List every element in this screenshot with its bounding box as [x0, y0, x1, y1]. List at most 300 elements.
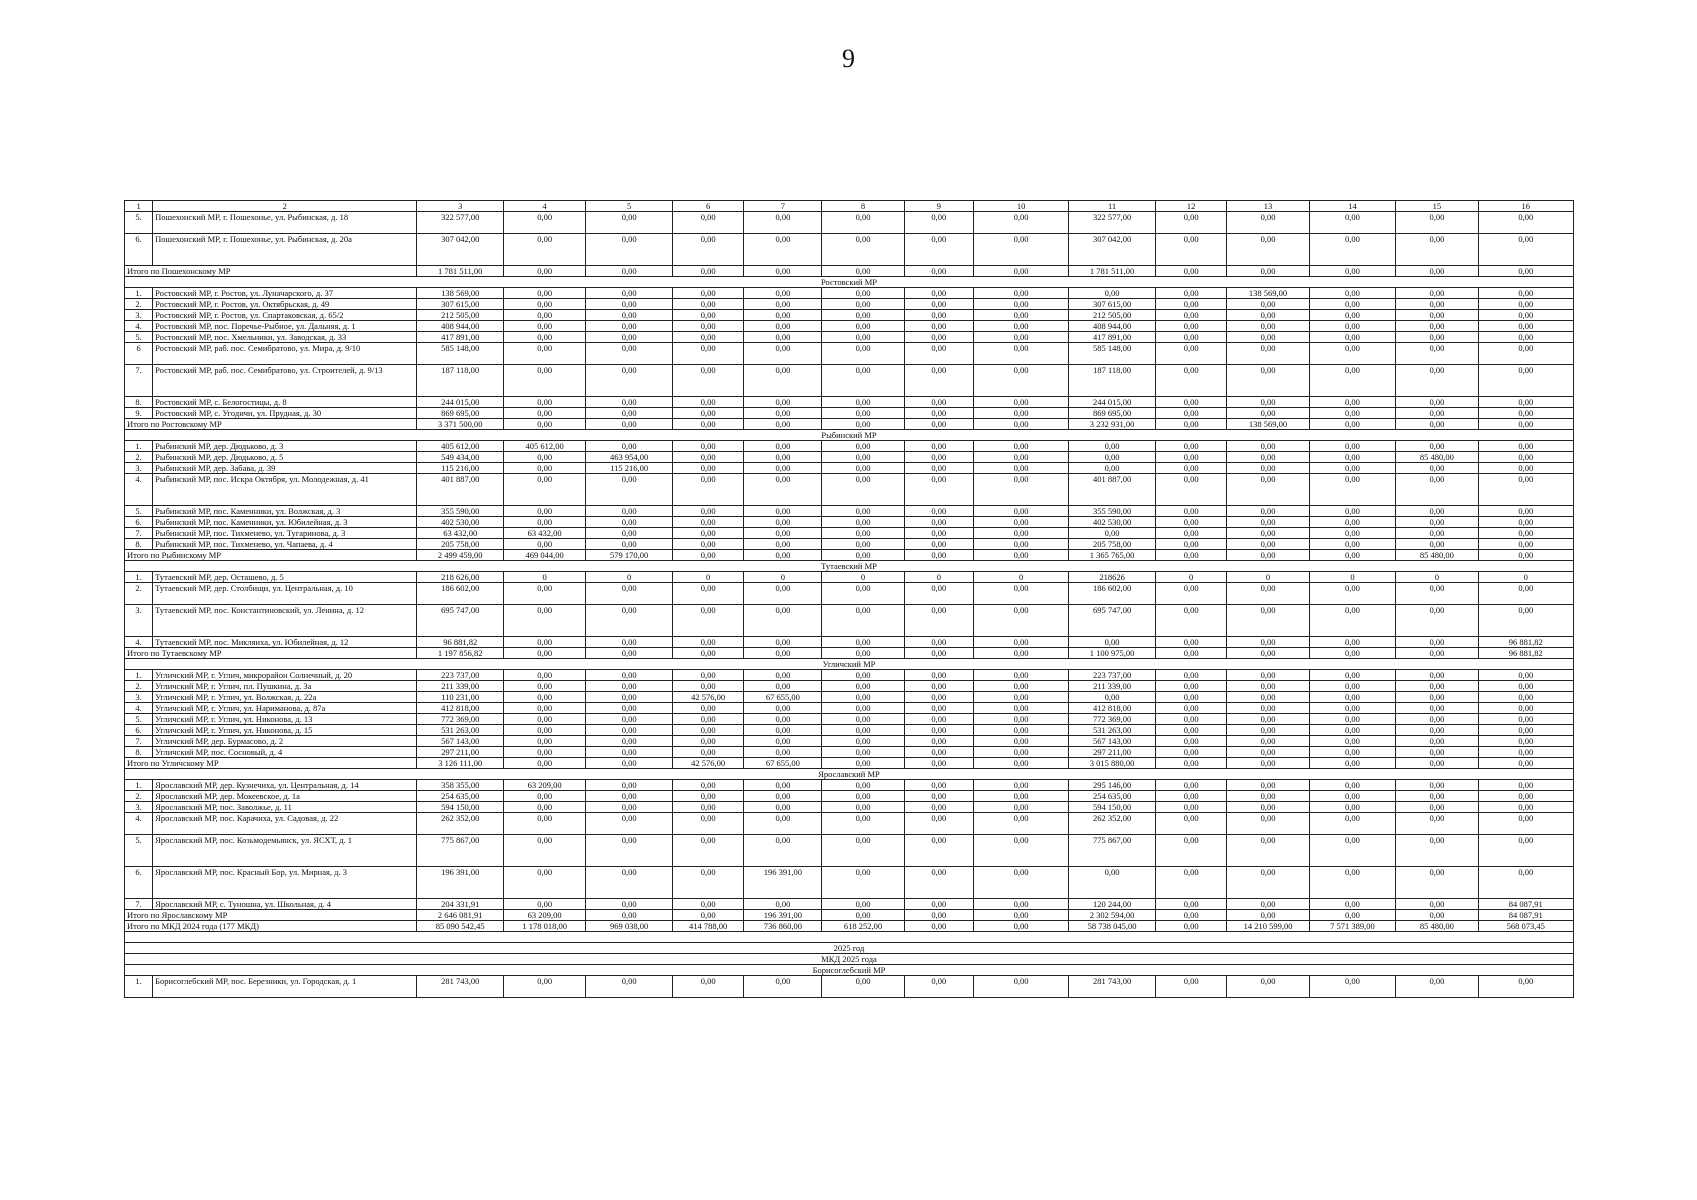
address-cell: Ярославский МР, дер. Кузнечиха, ул. Центральная, д. 14 [153, 780, 417, 791]
value-cell: 2 646 081,91 [417, 910, 504, 921]
total-label: Итого по Угличскому МР [125, 758, 417, 769]
value-cell: 0,00 [586, 780, 673, 791]
value-cell: 567 143,00 [1069, 736, 1156, 747]
value-cell: 0 [973, 572, 1068, 583]
value-cell: 0,00 [973, 758, 1068, 769]
value-cell: 85 480,00 [1396, 550, 1478, 561]
value-cell: 0,00 [1069, 441, 1156, 452]
value-cell: 0,00 [904, 441, 973, 452]
value-cell: 0,00 [744, 976, 822, 998]
table-row [125, 441, 1574, 452]
value-cell: 0,00 [904, 288, 973, 299]
value-cell: 0,00 [973, 419, 1068, 430]
value-cell: 0,00 [504, 365, 586, 397]
value-cell: 0,00 [1309, 747, 1396, 758]
value-cell: 0,00 [504, 605, 586, 637]
table-body [125, 201, 1574, 998]
value-cell: 1 100 975,00 [1069, 648, 1156, 659]
table-row [125, 506, 1574, 517]
value-cell: 408 944,00 [417, 321, 504, 332]
value-cell: 0,00 [1478, 310, 1573, 321]
value-cell: 0,00 [1227, 835, 1309, 867]
value-cell: 0,00 [586, 299, 673, 310]
value-cell: 0,00 [744, 397, 822, 408]
value-cell: 0,00 [973, 332, 1068, 343]
value-cell: 0,00 [1155, 539, 1226, 550]
value-cell: 0,00 [744, 321, 822, 332]
value-cell: 322 577,00 [417, 212, 504, 234]
column-number-row [125, 201, 1574, 212]
value-cell: 0,00 [586, 288, 673, 299]
value-cell: 869 695,00 [1069, 408, 1156, 419]
value-cell: 3 015 880,00 [1069, 758, 1156, 769]
value-cell: 0,00 [822, 408, 904, 419]
value-cell: 0,00 [1478, 463, 1573, 474]
value-cell: 0,00 [504, 648, 586, 659]
value-cell: 0,00 [1309, 910, 1396, 921]
value-cell: 0,00 [586, 736, 673, 747]
value-cell: 0,00 [504, 212, 586, 234]
value-cell: 0,00 [1478, 441, 1573, 452]
value-cell: 0,00 [504, 288, 586, 299]
value-cell: 618 252,00 [822, 921, 904, 932]
value-cell: 0,00 [1309, 365, 1396, 397]
value-cell: 0,00 [1227, 703, 1309, 714]
value-cell: 0,00 [1227, 441, 1309, 452]
value-cell: 0,00 [586, 583, 673, 605]
value-cell: 0,00 [1478, 714, 1573, 725]
value-cell: 0,00 [973, 408, 1068, 419]
value-cell: 0,00 [744, 266, 822, 277]
table-row [125, 212, 1574, 234]
table-row [125, 780, 1574, 791]
address-cell: Угличский МР, г. Углич, ул. Нариманова, д. 87а [153, 703, 417, 714]
value-cell: 0,00 [822, 365, 904, 397]
value-cell: 0,00 [973, 605, 1068, 637]
row-number: 3. [125, 692, 153, 703]
value-cell: 0,00 [1309, 288, 1396, 299]
value-cell: 0,00 [586, 539, 673, 550]
value-cell: 0,00 [1155, 517, 1226, 528]
value-cell: 0,00 [744, 899, 822, 910]
value-cell: 0,00 [904, 310, 973, 321]
value-cell: 0,00 [586, 867, 673, 899]
value-cell: 0,00 [744, 441, 822, 452]
value-cell: 0,00 [973, 780, 1068, 791]
value-cell: 0,00 [504, 670, 586, 681]
row-number: 6. [125, 234, 153, 266]
value-cell: 0,00 [504, 813, 586, 835]
value-cell: 0,00 [672, 637, 743, 648]
value-cell: 0,00 [904, 835, 973, 867]
value-cell: 531 263,00 [417, 725, 504, 736]
row-number: 2. [125, 791, 153, 802]
value-cell: 0,00 [973, 648, 1068, 659]
value-cell: 0,00 [822, 397, 904, 408]
value-cell: 0,00 [904, 758, 973, 769]
value-cell: 0,00 [1155, 813, 1226, 835]
value-cell: 42 576,00 [672, 692, 743, 703]
value-cell: 0,00 [1227, 517, 1309, 528]
value-cell: 0,00 [1309, 506, 1396, 517]
value-cell: 0,00 [744, 474, 822, 506]
row-number: 5. [125, 332, 153, 343]
value-cell: 307 042,00 [417, 234, 504, 266]
value-cell: 0,00 [822, 758, 904, 769]
value-cell: 695 747,00 [417, 605, 504, 637]
section-heading-row [125, 430, 1574, 441]
value-cell: 0,00 [1309, 212, 1396, 234]
value-cell: 531 263,00 [1069, 725, 1156, 736]
section-heading: Ярославский МР [125, 769, 1574, 780]
table-row [125, 234, 1574, 266]
value-cell: 0,00 [504, 736, 586, 747]
total-label: Итого по Тутаевскому МР [125, 648, 417, 659]
value-cell: 0,00 [973, 288, 1068, 299]
value-cell: 0,00 [1155, 528, 1226, 539]
value-cell: 0,00 [1309, 802, 1396, 813]
section-heading-row [125, 659, 1574, 670]
value-cell: 0,00 [1309, 528, 1396, 539]
value-cell: 0,00 [1227, 976, 1309, 998]
column-number: 7 [744, 201, 822, 212]
value-cell: 0 [672, 572, 743, 583]
value-cell: 0,00 [586, 212, 673, 234]
value-cell: 0,00 [1309, 899, 1396, 910]
value-cell: 0,00 [672, 714, 743, 725]
value-cell: 187 118,00 [417, 365, 504, 397]
value-cell: 0 [744, 572, 822, 583]
value-cell: 0,00 [504, 517, 586, 528]
value-cell: 0,00 [672, 234, 743, 266]
value-cell: 0,00 [1155, 605, 1226, 637]
value-cell: 0,00 [744, 452, 822, 463]
row-number: 1. [125, 288, 153, 299]
column-number: 16 [1478, 201, 1573, 212]
value-cell: 0,00 [973, 703, 1068, 714]
column-number: 4 [504, 201, 586, 212]
value-cell: 0,00 [1396, 528, 1478, 539]
value-cell: 0,00 [586, 506, 673, 517]
table-row [125, 637, 1574, 648]
address-cell: Пошехонский МР, г. Пошехонье, ул. Рыбинская, д. 18 [153, 212, 417, 234]
value-cell: 0,00 [1155, 441, 1226, 452]
value-cell: 0,00 [1309, 725, 1396, 736]
value-cell: 0,00 [1227, 910, 1309, 921]
table-row [125, 517, 1574, 528]
value-cell: 0,00 [504, 539, 586, 550]
value-cell: 0,00 [1309, 976, 1396, 998]
total-label: Итого по Пошехонскому МР [125, 266, 417, 277]
table-row [125, 791, 1574, 802]
row-number: 4. [125, 637, 153, 648]
value-cell: 0,00 [904, 332, 973, 343]
column-number: 5 [586, 201, 673, 212]
value-cell: 262 352,00 [1069, 813, 1156, 835]
value-cell: 0,00 [1309, 714, 1396, 725]
value-cell: 0,00 [904, 419, 973, 430]
value-cell: 205 758,00 [1069, 539, 1156, 550]
value-cell: 0,00 [904, 921, 973, 932]
value-cell: 0,00 [1478, 299, 1573, 310]
value-cell: 0,00 [1227, 528, 1309, 539]
value-cell: 0,00 [1227, 474, 1309, 506]
row-number: 2. [125, 452, 153, 463]
value-cell: 0,00 [1478, 343, 1573, 365]
value-cell: 0,00 [904, 813, 973, 835]
value-cell: 223 737,00 [1069, 670, 1156, 681]
value-cell: 0,00 [1227, 408, 1309, 419]
value-cell: 0,00 [672, 550, 743, 561]
value-cell: 0,00 [1478, 321, 1573, 332]
value-cell: 0,00 [822, 583, 904, 605]
value-cell: 0,00 [1396, 474, 1478, 506]
value-cell: 0,00 [822, 681, 904, 692]
value-cell: 0,00 [822, 299, 904, 310]
value-cell: 568 073,45 [1478, 921, 1573, 932]
value-cell: 412 818,00 [1069, 703, 1156, 714]
value-cell: 0,00 [973, 867, 1068, 899]
value-cell: 0,00 [1309, 670, 1396, 681]
value-cell: 0,00 [1478, 747, 1573, 758]
total-row [125, 758, 1574, 769]
value-cell: 0,00 [586, 234, 673, 266]
column-number: 9 [904, 201, 973, 212]
blank-cell [125, 932, 1574, 943]
row-number: 1. [125, 780, 153, 791]
value-cell: 63 432,00 [417, 528, 504, 539]
address-cell: Ярославский МР, пос. Красный Бор, ул. Мирная, д. 3 [153, 867, 417, 899]
value-cell: 0,00 [744, 310, 822, 321]
value-cell: 585 148,00 [1069, 343, 1156, 365]
value-cell: 0,00 [504, 310, 586, 321]
value-cell: 0,00 [744, 714, 822, 725]
address-cell: Ярославский МР, пос. Заволжье, д. 11 [153, 802, 417, 813]
total-row [125, 550, 1574, 561]
value-cell: 0,00 [586, 441, 673, 452]
value-cell: 0,00 [973, 441, 1068, 452]
value-cell: 0,00 [672, 408, 743, 419]
value-cell: 0,00 [1396, 725, 1478, 736]
value-cell: 0,00 [822, 234, 904, 266]
value-cell: 0,00 [1478, 474, 1573, 506]
value-cell: 254 635,00 [1069, 791, 1156, 802]
value-cell: 0,00 [672, 802, 743, 813]
value-cell: 0,00 [744, 835, 822, 867]
value-cell: 0,00 [904, 266, 973, 277]
value-cell: 0,00 [1396, 266, 1478, 277]
value-cell: 0,00 [822, 474, 904, 506]
value-cell: 0,00 [822, 452, 904, 463]
value-cell: 0,00 [1478, 397, 1573, 408]
value-cell: 0,00 [822, 791, 904, 802]
value-cell: 254 635,00 [417, 791, 504, 802]
row-number: 2. [125, 681, 153, 692]
value-cell: 0,00 [973, 921, 1068, 932]
value-cell: 0,00 [822, 802, 904, 813]
table-row [125, 397, 1574, 408]
value-cell: 0,00 [1227, 583, 1309, 605]
value-cell: 0,00 [1309, 343, 1396, 365]
value-cell: 0,00 [1478, 288, 1573, 299]
value-cell: 0,00 [1309, 408, 1396, 419]
row-number: 3. [125, 463, 153, 474]
value-cell: 0,00 [744, 528, 822, 539]
value-cell: 0,00 [973, 506, 1068, 517]
value-cell: 0,00 [586, 332, 673, 343]
value-cell: 0,00 [744, 212, 822, 234]
value-cell: 0,00 [973, 310, 1068, 321]
blank-row [125, 932, 1574, 943]
value-cell: 0,00 [586, 528, 673, 539]
value-cell: 0,00 [504, 474, 586, 506]
value-cell: 0,00 [504, 899, 586, 910]
row-number: 6. [125, 867, 153, 899]
table-row [125, 288, 1574, 299]
value-cell: 67 655,00 [744, 758, 822, 769]
value-cell: 0,00 [1069, 867, 1156, 899]
value-cell: 0,00 [904, 747, 973, 758]
value-cell: 0,00 [1227, 212, 1309, 234]
address-cell: Тутаевский МР, дер. Столбищи, ул. Центральная, д. 10 [153, 583, 417, 605]
address-cell: Рыбинский МР, дер. Дюдьково, д. 3 [153, 441, 417, 452]
address-cell: Пошехонский МР, г. Пошехонье, ул. Рыбинская, д. 20а [153, 234, 417, 266]
row-number: 2. [125, 299, 153, 310]
value-cell: 0,00 [1396, 835, 1478, 867]
value-cell: 0,00 [904, 605, 973, 637]
value-cell: 67 655,00 [744, 692, 822, 703]
total-label: Итого по МКД 2024 года (177 МКД) [125, 921, 417, 932]
row-number: 3. [125, 605, 153, 637]
table-row [125, 528, 1574, 539]
value-cell: 0,00 [1227, 791, 1309, 802]
value-cell: 0,00 [973, 299, 1068, 310]
total-row [125, 648, 1574, 659]
value-cell: 0,00 [973, 813, 1068, 835]
value-cell: 0,00 [904, 714, 973, 725]
value-cell: 0,00 [1309, 539, 1396, 550]
value-cell: 0,00 [973, 397, 1068, 408]
value-cell: 0,00 [822, 463, 904, 474]
value-cell: 0,00 [1309, 681, 1396, 692]
address-cell: Угличский МР, г. Углич, ул. Никонова, д. 15 [153, 725, 417, 736]
value-cell: 1 365 765,00 [1069, 550, 1156, 561]
value-cell: 0,00 [822, 976, 904, 998]
address-cell: Ростовский МР, с. Белогостицы, д. 8 [153, 397, 417, 408]
value-cell: 0,00 [504, 408, 586, 419]
value-cell: 138 569,00 [1227, 288, 1309, 299]
value-cell: 0,00 [1396, 867, 1478, 899]
value-cell: 0,00 [1396, 605, 1478, 637]
value-cell: 0,00 [1478, 780, 1573, 791]
value-cell: 0,00 [1396, 813, 1478, 835]
value-cell: 0,00 [904, 637, 973, 648]
value-cell: 579 170,00 [586, 550, 673, 561]
row-number: 8. [125, 397, 153, 408]
value-cell: 0,00 [586, 747, 673, 758]
value-cell: 0,00 [672, 725, 743, 736]
value-cell: 7 571 389,00 [1309, 921, 1396, 932]
section-heading-row [125, 954, 1574, 965]
value-cell: 414 788,00 [672, 921, 743, 932]
value-cell: 0,00 [973, 452, 1068, 463]
value-cell: 0,00 [1396, 637, 1478, 648]
value-cell: 0,00 [744, 681, 822, 692]
section-heading-row [125, 561, 1574, 572]
value-cell: 0,00 [744, 637, 822, 648]
value-cell: 0,00 [904, 343, 973, 365]
value-cell: 0,00 [1227, 725, 1309, 736]
value-cell: 281 743,00 [1069, 976, 1156, 998]
value-cell: 0,00 [672, 463, 743, 474]
value-cell: 0,00 [973, 212, 1068, 234]
row-number: 5. [125, 212, 153, 234]
value-cell: 0,00 [586, 310, 673, 321]
value-cell: 0,00 [1155, 648, 1226, 659]
value-cell: 0,00 [1396, 681, 1478, 692]
value-cell: 0,00 [822, 670, 904, 681]
value-cell: 0,00 [822, 747, 904, 758]
value-cell: 0,00 [1155, 550, 1226, 561]
value-cell: 0,00 [672, 310, 743, 321]
value-cell: 0,00 [1155, 288, 1226, 299]
value-cell: 0,00 [1227, 758, 1309, 769]
value-cell: 0,00 [504, 506, 586, 517]
value-cell: 0,00 [904, 583, 973, 605]
value-cell: 223 737,00 [417, 670, 504, 681]
value-cell: 0,00 [904, 365, 973, 397]
value-cell: 0,00 [1227, 506, 1309, 517]
value-cell: 0,00 [672, 528, 743, 539]
value-cell: 0,00 [1309, 321, 1396, 332]
value-cell: 1 781 511,00 [1069, 266, 1156, 277]
value-cell: 401 887,00 [417, 474, 504, 506]
value-cell: 0,00 [672, 332, 743, 343]
value-cell: 0,00 [904, 397, 973, 408]
value-cell: 0,00 [1227, 452, 1309, 463]
value-cell: 2 499 459,00 [417, 550, 504, 561]
value-cell: 0,00 [586, 910, 673, 921]
total-row [125, 266, 1574, 277]
value-cell: 0,00 [973, 343, 1068, 365]
value-cell: 0,00 [672, 648, 743, 659]
value-cell: 0,00 [672, 736, 743, 747]
section-heading: Борисоглебский МР [125, 965, 1574, 976]
value-cell: 0,00 [822, 899, 904, 910]
value-cell: 0,00 [1396, 976, 1478, 998]
value-cell: 0,00 [904, 517, 973, 528]
total-row [125, 910, 1574, 921]
value-cell: 0,00 [1227, 266, 1309, 277]
value-cell: 1 197 856,82 [417, 648, 504, 659]
value-cell: 0,00 [1478, 813, 1573, 835]
value-cell: 0,00 [744, 813, 822, 835]
value-cell: 0,00 [1155, 670, 1226, 681]
address-cell: Рыбинский МР, пос. Искра Октября, ул. Молодежная, д. 41 [153, 474, 417, 506]
value-cell: 0,00 [672, 605, 743, 637]
value-cell: 0,00 [672, 452, 743, 463]
address-cell: Ростовский МР, г. Ростов, ул. Спартаковская, д. 65/2 [153, 310, 417, 321]
address-cell: Рыбинский МР, пос. Каменники, ул. Волжская, д. 3 [153, 506, 417, 517]
value-cell: 0,00 [744, 234, 822, 266]
value-cell: 0,00 [1069, 288, 1156, 299]
value-cell: 0,00 [744, 517, 822, 528]
value-cell: 0 [1478, 572, 1573, 583]
value-cell: 262 352,00 [417, 813, 504, 835]
value-cell: 0,00 [904, 867, 973, 899]
address-cell: Ростовский МР, г. Ростов, ул. Луначарского, д. 37 [153, 288, 417, 299]
value-cell: 0,00 [1227, 648, 1309, 659]
